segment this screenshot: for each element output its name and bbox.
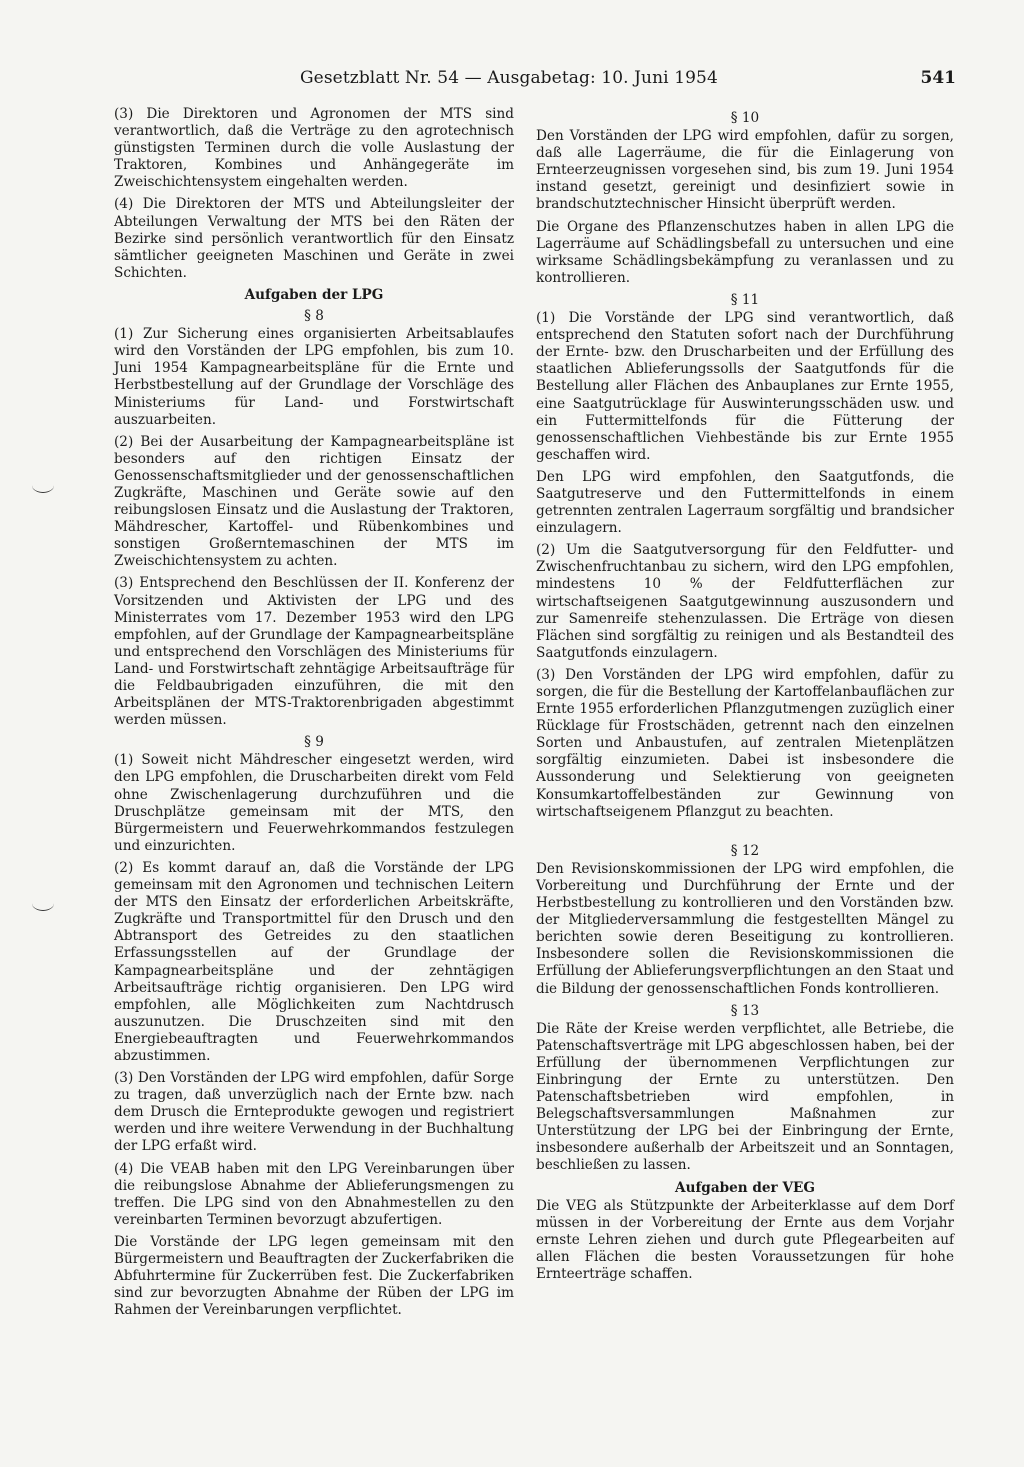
right-column: [536, 106, 954, 1288]
margin-pencil-mark: [32, 896, 54, 911]
page-header: [300, 68, 956, 94]
body-paragraph: Die VEG als Stützpunkte der Arbeiterklasse auf dem Dorf müssen in der Vorbereitung der Ernte aus dem Vorjahr ernste Lehren ziehen und durch gute Pflegearbeiten auf allen Flächen die besten Voraussetzungen für hohe Ernteerträge schaffen.: [536, 1197, 954, 1282]
paragraph-number: § 8: [304, 308, 324, 325]
body-paragraph: (3) Den Vorständen der LPG wird empfohlen, dafür zu sorgen, die für die Bestellung der Kartoffelanbauflächen zur Ernte 1955 erforderlichen Pflanzgutmengen zuzüglich einer Rücklage für Frostschäden, getrennt nach den einzelnen Sorten und Anbaustufen, auf zentralen Mietenplätzen sorgfältig einzumieten. Dabei ist insbesondere die Aussonderung und Selektierung von geeigneten Konsumkartoffelbeständen zur Gewinnung von wirtschaftseigenem Pflanzgut zu beachten.: [536, 666, 954, 820]
body-paragraph: (4) Die Direktoren der MTS und Abteilungsleiter der Abteilungen Verwaltung der MTS bei den Räten der Bezirke sind persönlich verantwortlich für den Einsatz sämtlicher geeigneten Maschinen und Geräte in zwei Schichten.: [114, 196, 514, 281]
left-column: [114, 106, 514, 1324]
body-paragraph: (2) Es kommt darauf an, daß die Vorstände der LPG gemeinsam mit den Agronomen und technischen Leitern der MTS den Einsatz der erforderlichen Arbeitskräfte, Zugkräfte und Transportmittel für den Drusch und den Abtransport des Getreides zu den staatlichen Erfassungsstellen auf der Grundlage der Kampagnearbeitspläne und der zehntägigen Arbeitsaufträge richtig organisieren. Den LPG wird empfohlen, alle Möglichkeiten zum Nachtdrusch auszunutzen. Die Druschzeiten sind mit den Energiebeauftragten und Feuerwehrkommandos abzustimmen.: [114, 859, 514, 1064]
page-number: 541: [920, 68, 956, 88]
section-heading: Aufgaben der VEG: [675, 1179, 815, 1196]
body-paragraph: Den LPG wird empfohlen, den Saatgutfonds, die Saatgutreserve und den Futtermittelfonds in einem getrennten zentralen Lagerraum sorgfältig und brandsicher einzulagern.: [536, 468, 954, 537]
paragraph-number: § 11: [730, 291, 760, 308]
body-paragraph: Den Vorständen der LPG wird empfohlen, dafür zu sorgen, daß alle Lagerräume, die für die Einlagerung von Ernteerzeugnissen vorgesehen sind, bis zum 19. Juni 1954 instand gesetzt, gereinigt und desinfiziert sowie in brandschutztechnischer Hinsicht überprüft werden.: [536, 128, 954, 213]
paragraph-number: § 12: [730, 842, 760, 859]
body-paragraph: (2) Bei der Ausarbeitung der Kampagnearbeitspläne ist besonders auf den richtigen Einsatz der Genossenschaftsmitglieder und der genossenschaftlichen Zugkräfte, Maschinen und Geräte sowie auf den reibungslosen Einsatz und die Auslastung der Traktoren, Mähdrescher, Kartoffel- und Rübenkombines und sonstigen Großerntemaschinen der MTS im Zweischichtensystem zu achten.: [114, 433, 514, 570]
section-heading: Aufgaben der LPG: [244, 286, 384, 303]
body-paragraph: (2) Um die Saatgutversorgung für den Feldfutter- und Zwischenfruchtanbau zu sichern, wird den LPG empfohlen, mindestens 10 % der Feldfutterflächen zur wirtschaftseigenen Saatgutgewinnung auszusondern und zur Samenreife stehenzulassen. Die Erträge von diesen Flächen sind sorgfältig zu reinigen und als Bestandteil des Saatgutfonds einzulagern.: [536, 542, 954, 661]
body-paragraph: Die Vorstände der LPG legen gemeinsam mit den Bürgermeistern und Beauftragten der Zuckerfabriken die Abfuhrtermine für Zuckerrüben fest. Die Zuckerfabriken sind zur bevorzugten Abnahme der Rüben der LPG im Rahmen der Vereinbarungen verpflichtet.: [114, 1233, 514, 1319]
margin-pencil-mark: [32, 478, 54, 493]
gazette-title: Gesetzblatt Nr. 54 — Ausgabetag: 10. Juni 1954: [300, 68, 718, 88]
paragraph-number: § 13: [730, 1002, 760, 1019]
body-paragraph: (4) Die VEAB haben mit den LPG Vereinbarungen über die reibungslose Abnahme der Ablieferungsmengen zu treffen. Die LPG sind von den Abnahmestellen zu den vereinbarten Terminen bevorzugt abzufertigen.: [114, 1160, 514, 1228]
body-paragraph: Die Organe des Pflanzenschutzes haben in allen LPG die Lagerräume auf Schädlingsbefall zu untersuchen und eine wirksame Schädlingsbekämpfung zu veranlassen und zu kontrollieren.: [536, 218, 954, 286]
body-paragraph: Die Räte der Kreise werden verpflichtet, alle Betriebe, die Patenschaftsverträge mit LPG abgeschlossen haben, bei der Erfüllung der übernommenen Verpflichtungen zur Einbringung der Ernte zu unterstützen. Den Patenschaftsbetrieben wird empfohlen, in Belegschaftsversammlungen Maßnahmen zur Unterstützung der LPG bei der Einbringung der Ernte, insbesondere außerhalb der Arbeitszeit und an Sonntagen, beschließen zu lassen.: [536, 1020, 954, 1174]
body-paragraph: (1) Soweit nicht Mähdrescher eingesetzt werden, wird den LPG empfohlen, die Druscharbeiten direkt vom Feld ohne Zwischenlagerung durchzuführen und die Druschplätze gemeinsam mit der MTS, den Bürgermeistern und Feuerwehrkommandos festzulegen und einzurichten.: [114, 752, 514, 854]
body-paragraph: (3) Entsprechend den Beschlüssen der II. Konferenz der Vorsitzenden und Aktivisten der LPG und des Ministerrates vom 17. Dezember 1953 wird den LPG empfohlen, auf der Grundlage der Kampagnearbeitspläne und entsprechend den Vorschlägen des Ministeriums für Land- und Forstwirtschaft zehntägige Arbeitsaufträge für die Feldbaubrigaden einzuführen, die mit den Arbeitsplänen der MTS-Traktorenbrigaden abgestimmt werden müssen.: [114, 575, 514, 729]
body-paragraph: (1) Zur Sicherung eines organisierten Arbeitsablaufes wird den Vorständen der LPG empfohlen, bis zum 10. Juni 1954 Kampagnearbeitspläne für die Ernte und Herbstbestellung auf der Grundlage der Vorschläge des Ministeriums für Land- und Forstwirtschaft auszuarbeiten.: [114, 326, 514, 428]
body-paragraph: (3) Den Vorständen der LPG wird empfohlen, dafür Sorge zu tragen, daß unverzüglich nach der Ernte bzw. nach dem Drusch die Ernteprodukte gewogen und registriert werden und ihre weitere Verwendung in der Buchhaltung der LPG erfaßt wird.: [114, 1070, 514, 1155]
body-paragraph: (3) Die Direktoren und Agronomen der MTS sind verantwortlich, daß die Verträge zu den agrotechnisch günstigsten Terminen durch die volle Auslastung der Traktoren, Kombines und Anhängegeräte im Zweischichtensystem eingehalten werden.: [114, 106, 514, 191]
paragraph-number: § 9: [304, 734, 324, 751]
body-paragraph: Den Revisionskommissionen der LPG wird empfohlen, die Vorbereitung und Durchführung der Ernte und der Herbstbestellung zu kontrollieren und den Vorständen bzw. der Mitgliederversammlung die festgestellten Mängel zu berichten sowie deren Beseitigung zu kontrollieren. Insbesondere sollen die Revisionskommissionen die Erfüllung der Ablieferungsverpflichtungen an den Staat und die Bildung der genossenschaftlichen Fonds kontrollieren.: [536, 860, 954, 997]
body-paragraph: (1) Die Vorstände der LPG sind verantwortlich, daß entsprechend den Statuten sofort nach der Durchführung der Ernte- bzw. den Druscharbeiten und der Erfüllung des staatlichen Ablieferungssolls der Saatgutfonds für die Bestellung aller Flächen des Anbauplanes zur Ernte 1955, eine Saatgutrücklage für Auswinterungsschäden usw. und ein Futtermittelfonds für die Fütterung der genossenschaftlichen Viehbestände bis zur Ernte 1955 geschaffen wird.: [536, 310, 954, 463]
paragraph-number: § 10: [730, 110, 760, 126]
